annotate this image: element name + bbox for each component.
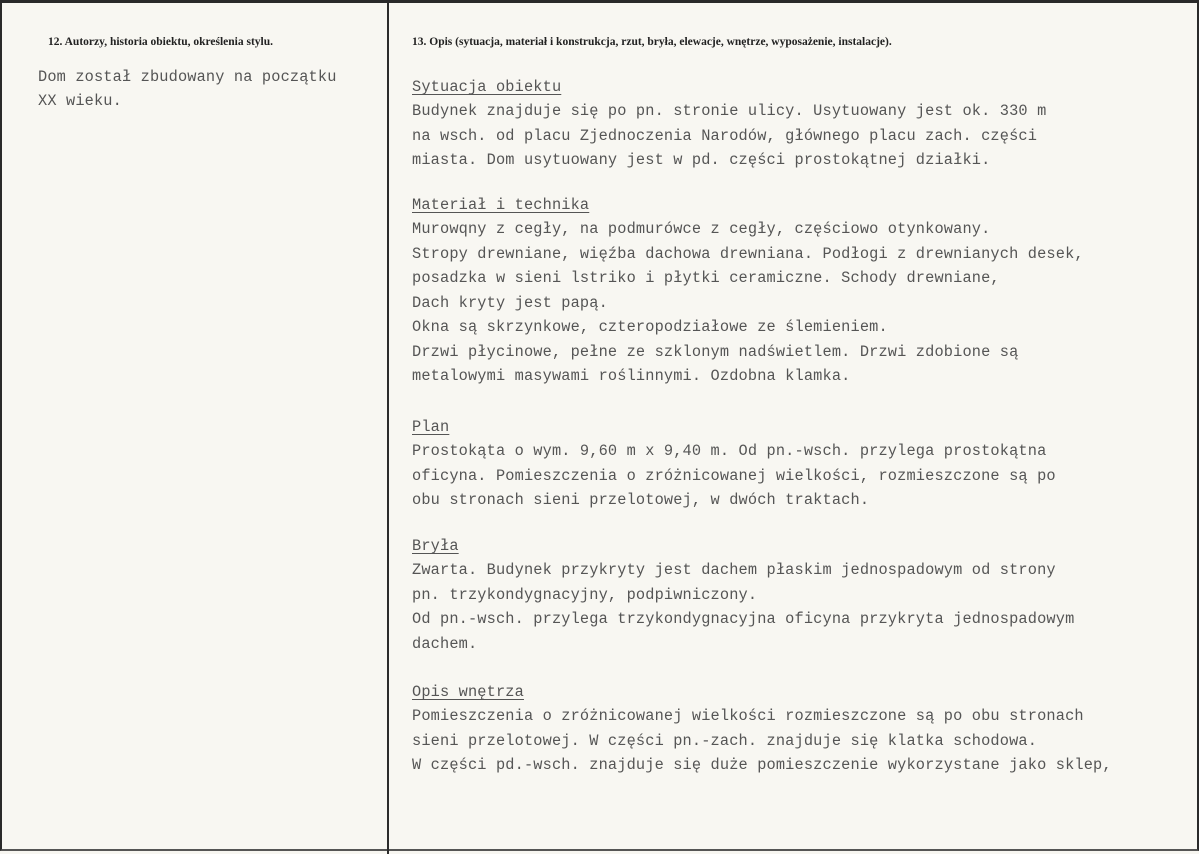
field-12-header: 12. Autorzy, historia obiektu, określenia stylu. — [48, 36, 274, 48]
column-divider — [387, 3, 389, 854]
text-line: W części pd.-wsch. znajduje się duże pomieszczenie wykorzystane jako sklep, — [412, 756, 1112, 774]
text-line: Murowqny z cegły, na podmurówce z cegły, częściowo otynkowany. — [412, 220, 991, 238]
text-line: oficyna. Pomieszczenia o zróżnicowanej wielkości, rozmieszczone są po — [412, 466, 1056, 485]
section-heading: Plan — [412, 418, 450, 436]
text-line: Stropy drewniane, więźba dachowa drewniana. Podłogi z drewnianych desek, — [412, 244, 1084, 263]
text-line: metalowymi masywami roślinnymi. Ozdobna klamka. — [412, 367, 851, 385]
text-line: Dach kryty jest papą. — [412, 293, 608, 312]
section-situation — [412, 75, 1182, 173]
text-line: Zwarta. Budynek przykryty jest dachem płaskim jednospadowym od strony — [412, 561, 1056, 579]
history-text: Dom został zbudowany na początku XX wieku. — [38, 68, 337, 110]
text-line: posadzka w sieni lstriko i płytki ceramiczne. Schody drewniane, — [412, 269, 1000, 287]
section-massing — [412, 534, 1182, 656]
text-line: Od pn.-wsch. przylega trzykondygnacyjna oficyna przykryta jednospadowym — [412, 610, 1075, 628]
section-heading: Opis wnętrza — [412, 683, 524, 701]
text-line: dachem. — [412, 634, 478, 653]
text-line: Drzwi płycinowe, pełne ze szklonym nadświetlem. Drzwi zdobione są — [412, 342, 1019, 361]
text-line: obu stronach sieni przelotowej, w dwóch traktach. — [412, 491, 870, 509]
section-plan — [412, 415, 1182, 513]
text-line: Prostokąta o wym. 9,60 m x 9,40 m. Od pn.-wsch. przylega prostokątna — [412, 442, 1047, 460]
section-heading: Bryła — [412, 537, 459, 555]
text-line: Budynek znajduje się po pn. stronie ulicy. Usytuowany jest ok. 330 m — [412, 102, 1047, 120]
text-line: pn. trzykondygnacyjny, podpiwniczony. — [412, 585, 758, 604]
section-material — [412, 193, 1182, 389]
text-line: na wsch. od placu Zjednoczenia Narodów, głównego placu zach. części — [412, 126, 1038, 145]
text-line: miasta. Dom usytuowany jest w pd. części prostokątnej działki. — [412, 151, 991, 169]
section-heading: Materiał i technika — [412, 196, 590, 214]
text-line: sieni przelotowej. W części pn.-zach. znajduje się klatka schodowa. — [412, 731, 1038, 750]
text-line: Okna są skrzynkowe, czteropodziałowe ze ślemieniem. — [412, 318, 888, 336]
text-line: Pomieszczenia o zróżnicowanej wielkości rozmieszczone są po obu stronach — [412, 707, 1084, 725]
section-heading: Sytuacja obiektu — [412, 78, 562, 96]
field-13-header: 13. Opis (sytuacja, materiał i konstrukcja, rzut, bryła, elewacje, wnętrze, wyposażenie, instalacje). — [412, 36, 892, 48]
section-interior — [412, 680, 1182, 778]
